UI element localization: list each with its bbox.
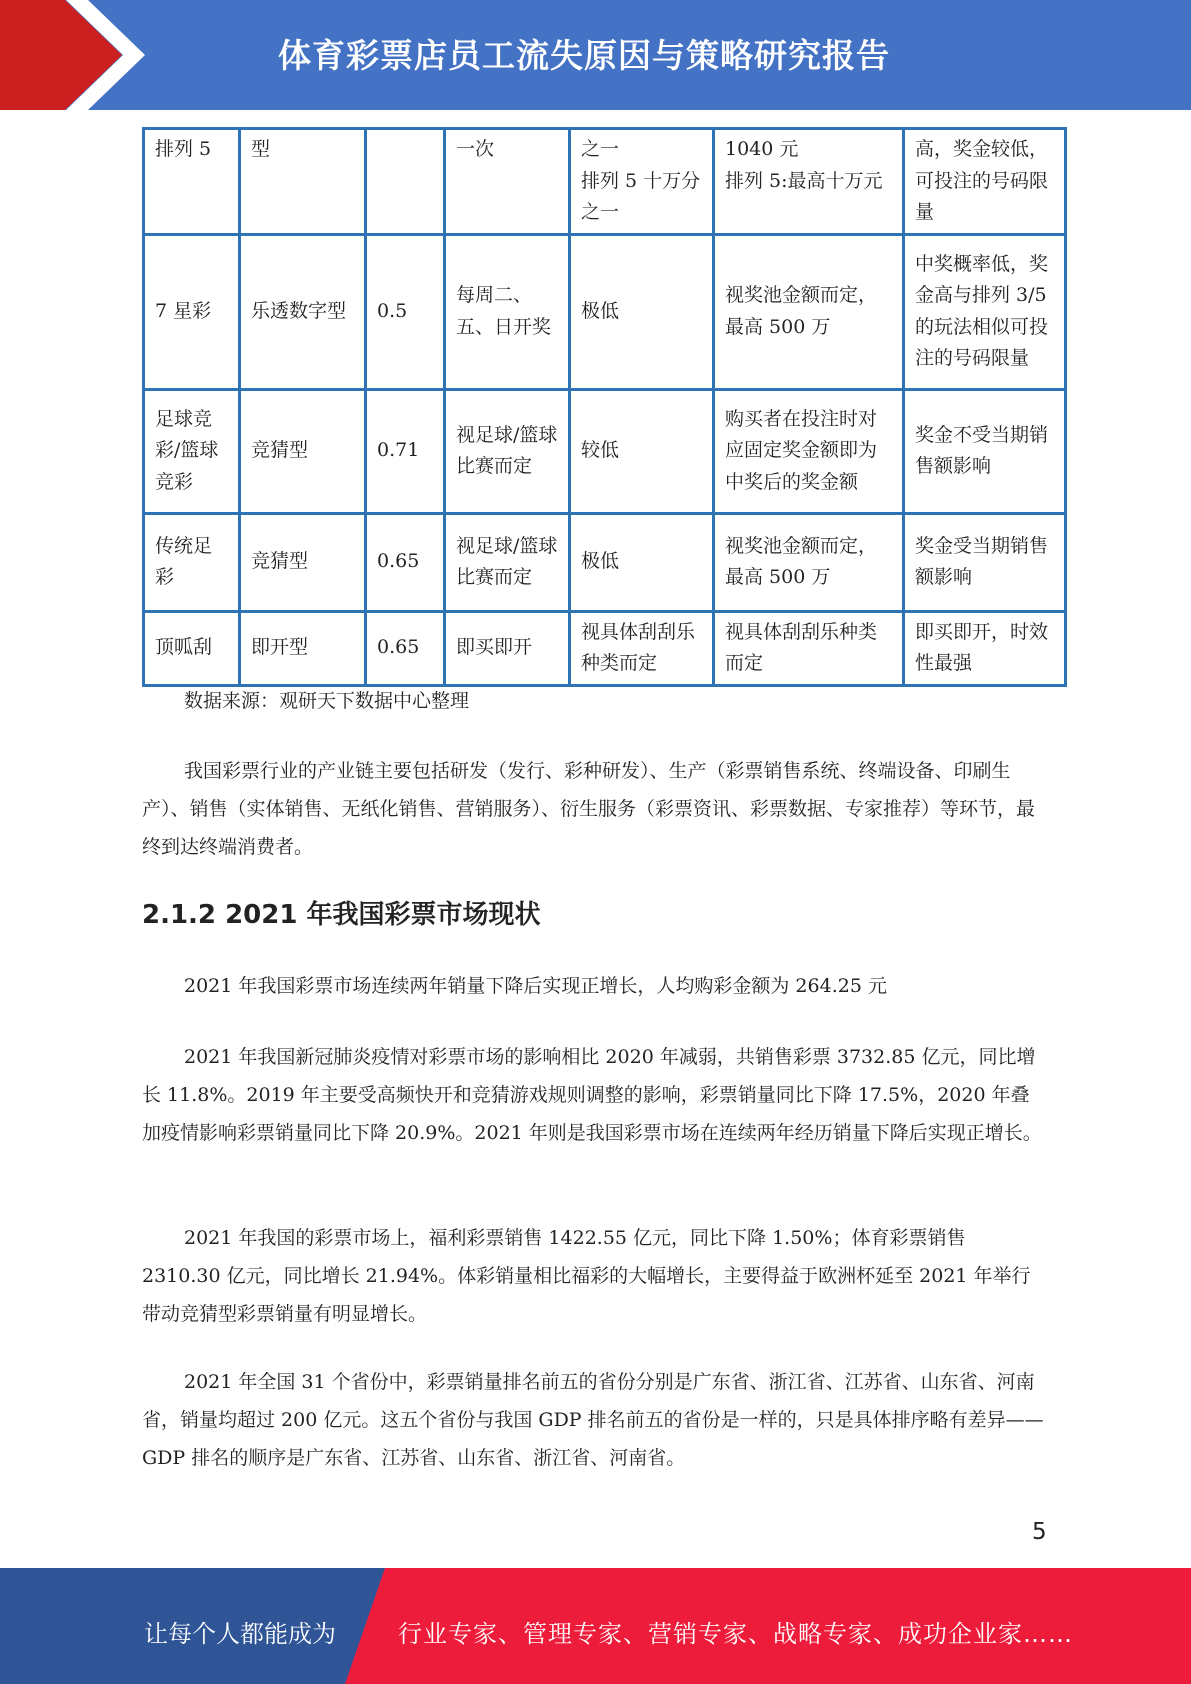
table-cell: 奖金受当期销售额影响 bbox=[904, 513, 1066, 611]
table-cell: 即买即开，时效性最强 bbox=[904, 611, 1066, 685]
table-cell: 0.5 bbox=[366, 234, 445, 389]
paragraph-summary: 2021 年我国彩票市场连续两年销量下降后实现正增长，人均购彩金额为 264.25 元 bbox=[184, 975, 887, 997]
page-header bbox=[0, 0, 1191, 110]
table-cell: 竞猜型 bbox=[240, 513, 366, 611]
table-cell: 之一 排列 5 十万分之一 bbox=[570, 129, 714, 235]
table-row bbox=[144, 234, 1066, 389]
table-cell: 即买即开 bbox=[445, 611, 570, 685]
table-cell: 0.65 bbox=[366, 611, 445, 685]
footer-slogan-left: 让每个人都能成为 bbox=[144, 1620, 336, 1648]
table-cell: 7 星彩 bbox=[144, 234, 240, 389]
table-cell: 竞猜型 bbox=[240, 389, 366, 513]
paragraph-sales-2021: 2021 年我国新冠肺炎疫情对彩票市场的影响相比 2020 年减弱，共销售彩票 3732.85 亿元，同比增长 11.8%。2019 年主要受高频快开和竞猜游戏规则调整的影响，彩票销量同比下降 17.5%，2020 年叠加疫情影响彩票销量同比下降 20.9%。2021 年则是我国彩票市场在连续两年经历销量下降后实现正增长。 bbox=[142, 1046, 1042, 1144]
table-cell: 0.71 bbox=[366, 389, 445, 513]
table-cell: 视足球/篮球比赛而定 bbox=[445, 513, 570, 611]
table-row bbox=[144, 611, 1066, 685]
table-cell: 奖金不受当期销售额影响 bbox=[904, 389, 1066, 513]
data-source-note: 数据来源：观研天下数据中心整理 bbox=[184, 690, 470, 712]
section-heading: 2.1.2 2021 年我国彩票市场现状 bbox=[142, 900, 541, 930]
table-cell: 排列 5 bbox=[144, 129, 240, 235]
table-cell: 视奖池金额而定，最高 500 万 bbox=[714, 234, 904, 389]
table-cell bbox=[366, 129, 445, 235]
paragraph-provinces: 2021 年全国 31 个省份中，彩票销量排名前五的省份分别是广东省、浙江省、江苏省、山东省、河南省，销量均超过 200 亿元。这五个省份与我国 GDP 排名前五的省份是一样的，只是具体排序略有差异——GDP 排名的顺序是广东省、江苏省、山东省、浙江省、河南省。 bbox=[142, 1371, 1044, 1469]
table-cell: 较低 bbox=[570, 389, 714, 513]
table-row bbox=[144, 389, 1066, 513]
paragraph-welfare-sports: 2021 年我国的彩票市场上，福利彩票销售 1422.55 亿元，同比下降 1.50%；体育彩票销售 2310.30 亿元，同比增长 21.94%。体彩销量相比福彩的大幅增长，主要得益于欧洲杯延至 2021 年举行带动竞猜型彩票销量有明显增长。 bbox=[142, 1227, 1031, 1325]
table-cell: 极低 bbox=[570, 234, 714, 389]
report-title: 体育彩票店员工流失原因与策略研究报告 bbox=[278, 36, 890, 75]
table-cell: 视具体刮刮乐种类而定 bbox=[570, 611, 714, 685]
table-cell: 视奖池金额而定，最高 500 万 bbox=[714, 513, 904, 611]
page-number: 5 bbox=[1032, 1519, 1047, 1545]
table-cell: 一次 bbox=[445, 129, 570, 235]
table-cell: 1040 元 排列 5:最高十万元 bbox=[714, 129, 904, 235]
table-cell: 传统足彩 bbox=[144, 513, 240, 611]
table-cell: 购买者在投注时对应固定奖金额即为中奖后的奖金额 bbox=[714, 389, 904, 513]
table-cell: 极低 bbox=[570, 513, 714, 611]
table-cell: 高，奖金较低，可投注的号码限量 bbox=[904, 129, 1066, 235]
table-cell: 型 bbox=[240, 129, 366, 235]
table-cell: 每周二、五、日开奖 bbox=[445, 234, 570, 389]
table-cell: 即开型 bbox=[240, 611, 366, 685]
table-cell: 乐透数字型 bbox=[240, 234, 366, 389]
footer-slogan-right: 行业专家、管理专家、营销专家、战略专家、成功企业家…… bbox=[398, 1620, 1073, 1648]
table-cell: 0.65 bbox=[366, 513, 445, 611]
table-cell: 中奖概率低，奖金高与排列 3/5 的玩法相似可投注的号码限量 bbox=[904, 234, 1066, 389]
table-cell: 视具体刮刮乐种类而定 bbox=[714, 611, 904, 685]
table-row bbox=[144, 129, 1066, 235]
table-cell: 足球竞彩/篮球竞彩 bbox=[144, 389, 240, 513]
paragraph-industry-chain: 我国彩票行业的产业链主要包括研发（发行、彩种研发）、生产（彩票销售系统、终端设备、印刷生产）、销售（实体销售、无纸化销售、营销服务）、衍生服务（彩票资讯、彩票数据、专家推荐）等环节，最终到达终端消费者。 bbox=[142, 760, 1036, 858]
header-arrow-decoration bbox=[0, 0, 160, 110]
table-cell: 视足球/篮球比赛而定 bbox=[445, 389, 570, 513]
lottery-types-table bbox=[142, 127, 1067, 687]
table-cell: 顶呱刮 bbox=[144, 611, 240, 685]
table-row bbox=[144, 513, 1066, 611]
